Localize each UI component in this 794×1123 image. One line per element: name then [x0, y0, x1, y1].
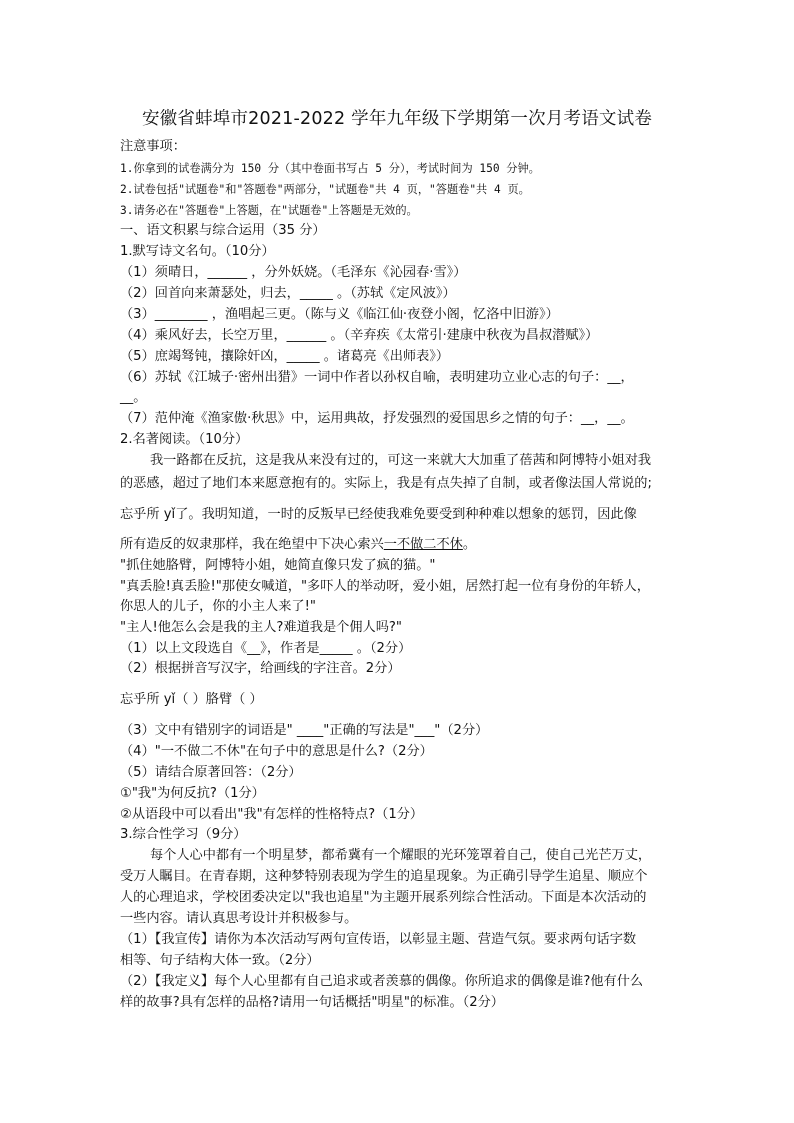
note-line: 3.请务必在"答题卷"上答题，在"试题卷"上答题是无效的。 [120, 204, 418, 217]
note-line: 2.试卷包括"试题卷"和"答题卷"两部分，"试题卷"共 4 页，"答题卷"共 4 页。 [120, 183, 530, 196]
passage-text: 。 [462, 537, 477, 552]
question-item: ①"我"为何反抗?（1分） [120, 786, 265, 801]
passage-line [120, 536, 476, 554]
question-item: （1）须晴日，______ ，分外妖娆。（毛泽东《沁园春·雪》） [120, 265, 467, 280]
question-item: （2）回首向来萧瑟处，归去，_____ 。（苏轼《定风波》） [120, 286, 456, 301]
dialogue-line: 你思人的儿子，你的小主人来了!" [120, 599, 316, 614]
passage-line: 人的心理追求，学校团委决定以"我也追星"为主题开展系列综合性活动。下面是本次活动的 [120, 890, 647, 905]
passage-line: 受万人瞩目。在青春期，这种梦特别表现为学生的追星现象。为正确引导学生追星、顺应个 [120, 869, 648, 884]
question-item: （2）【我定义】每个人心里都有自己追求或者羡慕的偶像。你所追求的偶像是谁?他有什么 [120, 974, 644, 989]
question-item: 样的故事?具有怎样的品格?请用一句话概括"明星"的标准。（2分） [120, 995, 504, 1010]
passage-line: 一些内容。请认真思考设计并积极参与。 [120, 911, 358, 926]
question-1-header: 1.默写诗文名句。（10分） [120, 244, 275, 259]
page-title: 安徽省蚌埠市2021-2022 学年九年级下学期第一次月考语文试卷 [141, 109, 653, 129]
question-item: （4）"一不做二不休"在句子中的意思是什么?（2分） [120, 744, 433, 759]
question-item: （2）根据拼音写汉字，给画线的字注音。2分） [120, 661, 401, 676]
passage-line: 的恶感，超过了地们本来愿意抱有的。实际上，我是有点失掉了自制，或者像法国人常说的; [120, 476, 652, 491]
question-item: __。 [120, 390, 147, 405]
passage-line: 忘乎所 yǐ了。我明知道，一时的反叛早已经使我难免要受到种种难以想象的惩罚，因此像 [120, 507, 637, 522]
question-2-header: 2.名著阅读。（10分） [120, 432, 249, 447]
section-heading: 一、语文积累与综合运用（35 分） [120, 223, 326, 238]
passage-line: 每个人心中都有一个明星梦，都希冀有一个耀眼的光环笼罩着自己，使自己光芒万丈， [150, 848, 652, 863]
passage-line: 我一路都在反抗，这是我从来没有过的，可这一来就大大加重了蓓茜和阿博特小姐对我 [150, 453, 652, 468]
question-item: ②从语段中可以看出"我"有怎样的性格特点?（1分） [120, 807, 424, 822]
underlined-phrase: 一不做二不休 [383, 537, 463, 552]
dialogue-line: "真丢脸!真丢脸!"那使女喊道，"多吓人的举动呀，爱小姐，居然打起一位有身份的年轿人， [120, 579, 650, 594]
question-item: （3）________ ，渔唱起三更。（陈与义《临江仙·夜登小阁，忆洛中旧游》） [120, 307, 559, 322]
dialogue-line: "抓住她胳臂，阿博特小姐，她简直像只发了疯的猫。" [120, 558, 436, 573]
question-item: （1）以上文段选自《__》，作者是_____ 。（2分） [120, 641, 412, 656]
question-item: 忘乎所 yǐ（ ）胳臂（ ） [120, 692, 263, 707]
passage-text: 所有造反的奴隶那样，我在绝望中下决心索兴 [120, 537, 384, 552]
question-item: （5）请结合原著回答：（2分） [120, 765, 302, 780]
question-item: （5）庶竭驽钝，攘除奸凶，_____ 。诸葛亮《出师表》） [120, 349, 450, 364]
note-line: 1.你拿到的试卷满分为 150 分（其中卷面书写占 5 分），考试时间为 150 分钟。 [120, 162, 540, 175]
question-item: 相等、句子结构大体一致。（2分） [120, 953, 320, 968]
dialogue-line: "主人!他怎么会是我的主人?难道我是个佣人吗?" [120, 620, 402, 635]
question-item: （1）【我宣传】请你为本次活动写两句宣传语，以彰显主题、营造气氛。要求两句话字数 [120, 932, 637, 947]
question-item: （6）苏轼《江城子·密州出猎》一词中作者以孙权自喻，表明建功立业心志的句子：__， [120, 370, 634, 385]
question-3-header: 3.综合性学习（9分） [120, 827, 247, 842]
question-item: （3）文中有错别字的词语是" ____"正确的写法是"___"（2分） [120, 723, 489, 738]
question-item: （4）乘风好去，长空万里，______ 。（辛弃疾《太常引·建康中秋夜为昌叔潜赋》） [120, 328, 599, 343]
notes-header: 注意事项： [120, 139, 186, 154]
question-item: （7）范仲淹《渔家傲·秋思》中，运用典故，抒发强烈的爱国思乡之情的句子：__，__。 [120, 411, 634, 426]
